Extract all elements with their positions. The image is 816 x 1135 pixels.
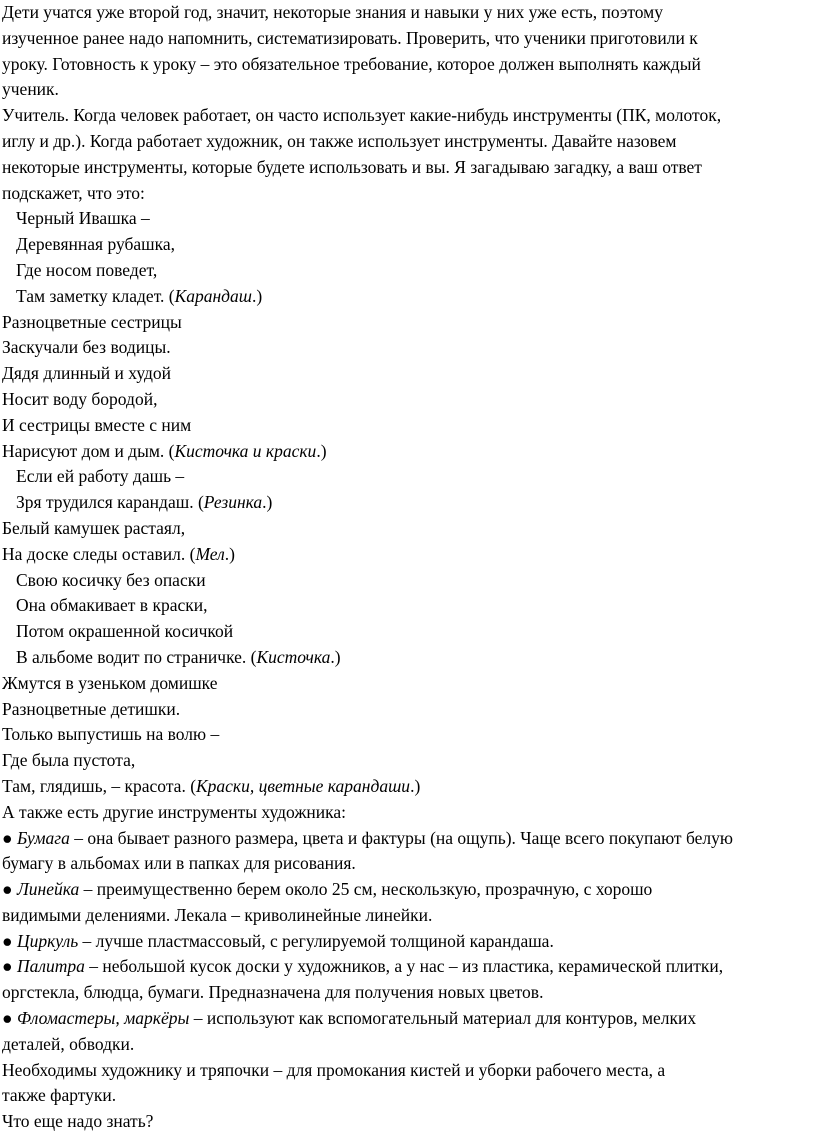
tool-line: оргстекла, блюдца, бумаги. Предназначена для получения новых цветов. [2, 982, 544, 1003]
tool-term: Палитра [16, 956, 85, 977]
riddle [2, 671, 802, 800]
tool-term: Фломастеры, маркёры [16, 1008, 190, 1029]
text-line: Учитель. Когда человек работает, он часто использует какие-нибудь инструменты (ПК, молоток, [2, 105, 722, 126]
riddle-line: Где была пустота, [2, 750, 136, 771]
riddle-suffix: .) [330, 646, 341, 667]
riddle-text: На доске следы оставил. ( [2, 543, 196, 564]
text-line: иглу и др.). Когда работает художник, он также использует инструменты. Давайте назовем [2, 130, 677, 151]
riddle-suffix: .) [224, 543, 235, 564]
tool-term: Циркуль [16, 930, 79, 951]
bullet-icon: ● [2, 879, 13, 900]
tools-intro: А также есть другие инструменты художника: [2, 801, 347, 822]
riddle-line: Разноцветные детишки. [2, 698, 181, 719]
riddle-text: Нарисуют дом и дым. ( [2, 440, 175, 461]
text-line: некоторые инструменты, которые будете использовать и вы. Я загадываю загадку, а ваш ответ [2, 156, 702, 177]
riddle-answer: Резинка [203, 492, 263, 513]
text-line: Необходимы художнику и тряпочки – для промокания кистей и уборки рабочего места, а [2, 1059, 666, 1080]
riddle [2, 516, 802, 568]
text-line: изученное ранее надо напомнить, систематизировать. Проверить, что ученики приготовили к [2, 27, 698, 48]
tool-line: бумагу в альбомах или в папках для рисования. [2, 853, 356, 874]
tool-line: деталей, обводки. [2, 1033, 135, 1054]
riddle-answer-line [16, 645, 802, 671]
tool-description: – используют как вспомогательный материал для контуров, мелких [189, 1008, 697, 1029]
riddle-line: Жмутся в узеньком домишке [2, 672, 218, 693]
tool-item [2, 1006, 802, 1058]
tool-description: – небольшой кусок доски у художников, а у нас – из пластика, керамической плитки, [84, 956, 724, 977]
riddle-answer-line [2, 774, 802, 800]
riddle-suffix: .) [251, 285, 263, 306]
riddle-line: Свою косичку без опаски [16, 569, 206, 590]
riddle-answer: Карандаш [174, 285, 252, 306]
tool-description: – лучше пластмассовый, с регулируемой толщиной карандаша. [78, 930, 554, 951]
riddle-text: Зря трудился карандаш. ( [16, 492, 204, 513]
tool-item [2, 877, 802, 929]
riddle-answer: Кисточка [256, 646, 331, 667]
riddle-line: Только выпустишь на волю – [2, 724, 220, 745]
bullet-icon: ● [2, 1008, 13, 1029]
intro-paragraph [2, 0, 802, 103]
tool-line [2, 1006, 802, 1032]
riddle-line: И сестрицы вместе с ним [2, 414, 192, 435]
tool-line [2, 877, 802, 903]
closing-paragraph [2, 1058, 802, 1110]
riddle-answer-line [16, 284, 802, 310]
tool-item [2, 826, 802, 878]
riddle-line: Деревянная рубашка, [16, 234, 176, 255]
riddle [2, 464, 802, 516]
riddle-line: Потом окрашенной косичкой [16, 621, 234, 642]
text-line: уроку. Готовность к уроку – это обязательное требование, которое должен выполнять каждый [2, 53, 701, 74]
riddle-suffix: .) [262, 492, 273, 513]
text-line: также фартуки. [2, 1085, 117, 1106]
tool-term: Бумага [16, 827, 70, 848]
bullet-icon: ● [2, 827, 13, 848]
text-line: ученик. [2, 79, 59, 100]
riddle-answer: Мел [195, 543, 225, 564]
riddle-text: Там, глядишь, – красота. ( [2, 775, 197, 796]
tool-line [2, 929, 802, 955]
riddle [2, 310, 802, 465]
riddle-line: Носит воду бородой, [2, 388, 158, 409]
riddle-suffix: .) [410, 775, 421, 796]
riddle-line: Белый камушек растаял, [2, 517, 186, 538]
riddle-answer-line [2, 542, 802, 568]
riddle-line: Дядя длинный и худой [2, 363, 172, 384]
bullet-icon: ● [2, 956, 13, 977]
tool-description: – преимущественно берем около 25 см, нескользкую, прозрачную, с хорошо [79, 879, 653, 900]
tool-description: – она бывает разного размера, цвета и фактуры (на ощупь). Чаще всего покупают белую [69, 827, 733, 848]
riddle-line: Заскучали без водицы. [2, 337, 171, 358]
text-line: подскажет, что это: [2, 182, 145, 203]
tool-line: видимыми делениями. Лекала – криволинейные линейки. [2, 904, 433, 925]
tool-item [2, 954, 802, 1006]
text-line: Дети учатся уже второй год, значит, некоторые знания и навыки у них уже есть, поэтому [2, 2, 663, 22]
riddle-answer: Краски, цветные карандаши [196, 775, 411, 796]
riddle [2, 568, 802, 671]
riddle-answer: Кисточка и краски [174, 440, 317, 461]
riddle-line: Она обмакивает в краски, [16, 595, 208, 616]
question-line: Что еще надо знать? [2, 1111, 154, 1132]
tool-line [2, 826, 802, 852]
riddle-suffix: .) [316, 440, 327, 461]
riddle [2, 206, 802, 309]
riddle-line: Разноцветные сестрицы [2, 311, 182, 332]
riddle-answer-line [2, 439, 802, 465]
tool-item [2, 929, 802, 955]
teacher-paragraph [2, 103, 802, 206]
riddle-line: Где носом поведет, [16, 259, 158, 280]
tool-term: Линейка [16, 879, 80, 900]
riddle-line: Черный Ивашка – [16, 208, 150, 229]
riddle-text: В альбоме водит по страничке. ( [16, 646, 257, 667]
riddle-line: Если ей работу дашь – [16, 466, 185, 487]
riddle-text: Там заметку кладет. ( [16, 285, 175, 306]
riddle-answer-line [16, 490, 802, 516]
tool-line [2, 954, 802, 980]
bullet-icon: ● [2, 930, 13, 951]
